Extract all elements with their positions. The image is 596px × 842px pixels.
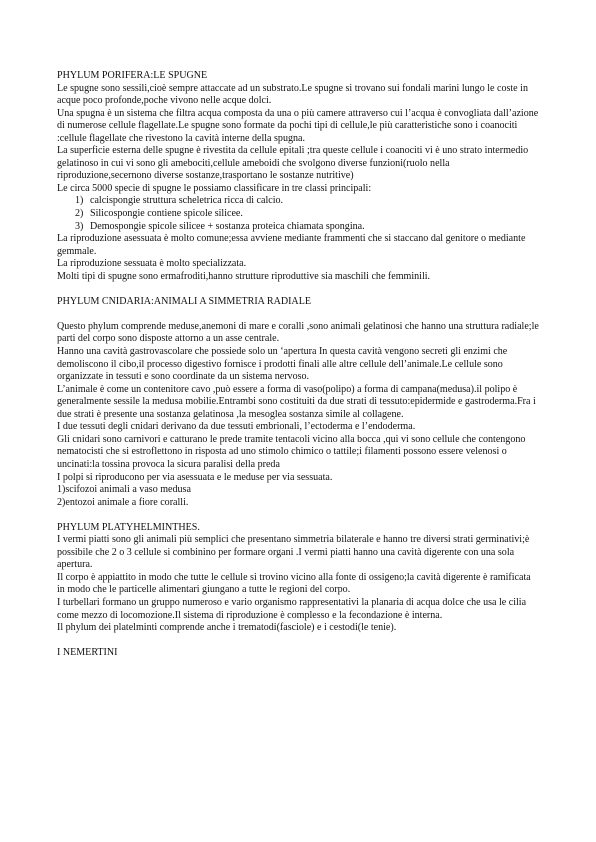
paragraph: Le circa 5000 specie di spugne le possiamo classificare in tre classi principali: — [57, 182, 372, 194]
list-item-number: 2) — [75, 208, 84, 220]
paragraph: 2)entozoi animale a fiore coralli. — [57, 496, 189, 508]
blank-line — [57, 509, 539, 522]
paragraph: I turbellari formano un gruppo numeroso e vario organismo rappresentativi la planaria di acqua dolce che usa le cilia come mezzo di locomozione.Il sistema di riproduzione è complesso e la fecondazione è interna. — [57, 596, 527, 621]
list-item — [57, 208, 539, 221]
list-item-number: 3) — [75, 220, 84, 232]
blank-line — [57, 635, 539, 648]
paragraph: I due tessuti degli cnidari derivano da due tessuti embrionali, l’ectoderma e l’endoderma. — [57, 421, 416, 433]
paragraph: Le spugne sono sessili,cioè sempre attaccate ad un substrato.Le spugne si trovano sui fondali marini lungo le coste in acque poco profonde,poche vivono nelle acque dolci. — [57, 82, 528, 107]
paragraph: Il phylum dei platelminti comprende anche i trematodi(fasciole) e i cestodi(le tenie). — [57, 622, 397, 634]
paragraph: Una spugna è un sistema che filtra acqua composta da una o più camere attraverso cui l’acqua è convogliata dall’azione di numerose cellule flagellate.Le spugne sono formate da pochi tipi di cellule,le più caratteristiche sono i coanociti :cellule flagellate che rivestono la cavità interne della spugna. — [57, 107, 539, 144]
list-item-text: Silicospongie contiene spicole silicee. — [90, 208, 243, 220]
paragraph: Il corpo è appiattito in modo che tutte le cellule si trovino vicino alla fonte di ossigeno;la cavità digerente è ramificata in modo che le particelle alimentari giungano a tutte le regioni del corpo. — [57, 571, 531, 596]
section-title-cnidaria: PHYLUM CNIDARIA:ANIMALI A SIMMETRIA RADIALE — [57, 295, 311, 307]
blank-line — [57, 308, 539, 321]
paragraph: Questo phylum comprende meduse,anemoni di mare e coralli ,sono animali gelatinosi che hanno una struttura radiale;le parti del corpo sono disposte attorno a un asse centrale. — [57, 320, 539, 345]
list-item — [57, 221, 539, 234]
paragraph: I polpi si riproducono per via asessuata e le meduse per via sessuata. — [57, 471, 333, 483]
paragraph: La riproduzione asessuata è molto comune;essa avviene mediante frammenti che si staccano dal genitore o mediante gemmale. — [57, 233, 526, 257]
list-item-text: calcispongie struttura scheletrica ricca di calcio. — [90, 195, 284, 207]
section-title-platyhelminthes: PHYLUM PLATYHELMINTHES. — [57, 521, 200, 533]
paragraph: Gli cnidari sono carnivori e catturano le prede tramite tentacoli vicino alla bocca ,qui vi sono cellule che contengono nematocisti che si estroflettono in risposta ad uno stimolo chimico o tattile;i filamenti possono essere velenosi o uncinati:la tossina provoca la sicura paralisi della preda — [57, 433, 526, 470]
section-title-porifera: PHYLUM PORIFERA:LE SPUGNE — [57, 70, 208, 81]
paragraph: L’animale è come un contenitore cavo ,può essere a forma di vaso(polipo) a forma di campana(medusa).il polipo è generalmente sessile la medusa mobilie.Entrambi sono costituiti da due strati di tessuto:epidermide e gastroderma.Fra i due strati è presente una sostanza gelatinosa ,la mesoglea sostanza simile al collagene. — [57, 383, 536, 420]
paragraph: I vermi piatti sono gli animali più semplici che presentano simmetria bilaterale e hanno tre diversi strati germinativi;è possibile che 2 o 3 cellule si combinino per formare organi .I vermi piatti hanno una cavità digerente con una sola apertura. — [57, 534, 530, 571]
list-item-text: Demospongie spicole silicee + sostanza proteica chiamata spongina. — [90, 220, 365, 232]
paragraph: La superficie esterna delle spugne è rivestita da cellule epitali ;tra queste cellule i coanociti vi è uno strato intermedio gelatinoso in cui vi sono gli amebociti,cellule ameboidi che svolgono diverse funzioni(ruolo nella riproduzione,secernono diverse sostanze,trasportano le sostanze nutritive) — [57, 145, 529, 182]
section-title-nemertini: I NEMERTINI — [57, 647, 118, 659]
paragraph: La riproduzione sessuata è molto specializzata. — [57, 258, 247, 270]
sponge-classes-list — [57, 195, 539, 233]
paragraph: Molti tipi di spugne sono ermafroditi,hanno strutture riproduttive sia maschili che femminili. — [57, 270, 431, 282]
paragraph: 1)scifozoi animali a vaso medusa — [57, 484, 191, 496]
list-item — [57, 195, 539, 208]
paragraph: Hanno una cavità gastrovascolare che possiede solo un ‘apertura In questa cavità vengono secreti gli enzimi che demoliscono il cibo,il processo digestivo fornisce i prodotti finali alle altre cellule dell’animale.Le cellule sono organizzate in tessuti e sono coordinate da un sistema nervoso. — [57, 346, 508, 383]
document-body — [57, 70, 539, 660]
list-item-number: 1) — [75, 195, 84, 207]
blank-line — [57, 283, 539, 296]
